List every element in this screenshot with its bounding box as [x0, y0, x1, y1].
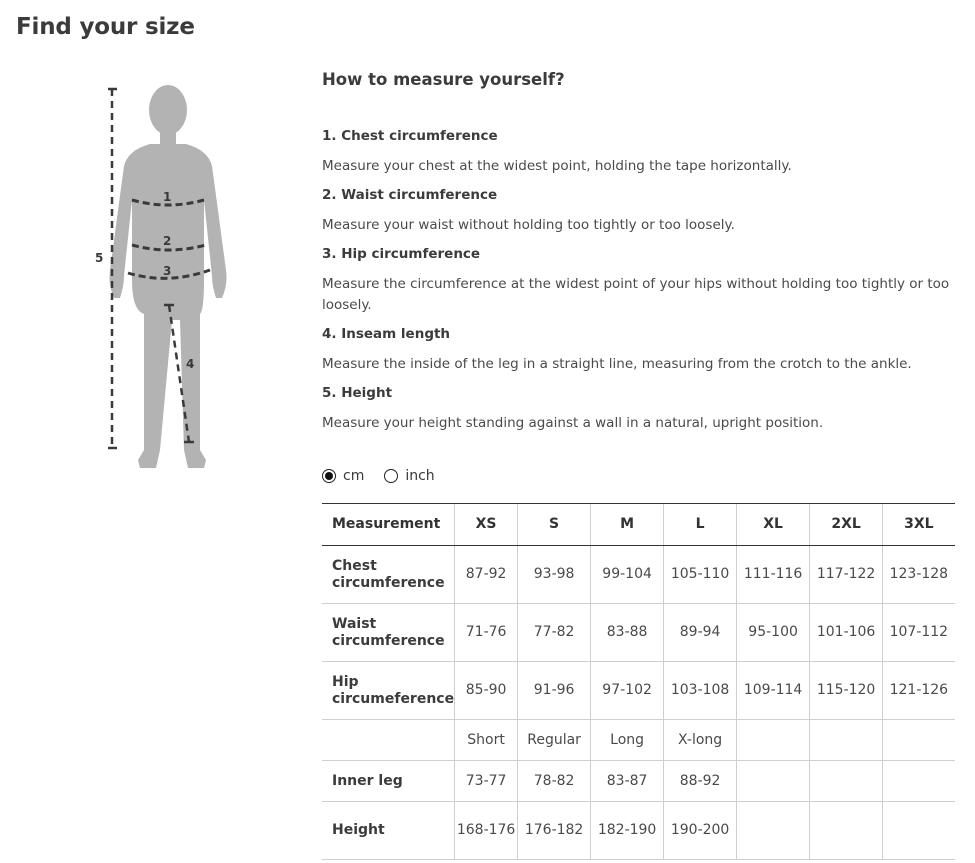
table-row [322, 761, 955, 802]
table-cell: 83-87 [591, 761, 664, 802]
table-cell: 115-120 [810, 662, 883, 720]
marker-3: 3 [163, 264, 172, 278]
step-description: Measure your chest at the widest point, holding the tape horizontally. [322, 158, 792, 174]
table-cell: X-long [664, 720, 737, 761]
table-cell: 123-128 [883, 546, 955, 604]
column-header: Measurement [322, 504, 455, 546]
unit-selector [322, 468, 455, 484]
row-label [322, 720, 455, 761]
step-description: Measure the circumference at the widest point of your hips without holding too tightly or too loosely. [322, 276, 950, 313]
radio-selected-icon[interactable] [322, 469, 336, 483]
unit-label: inch [405, 468, 435, 484]
unit-label: cm [343, 468, 365, 484]
column-header: XS [455, 504, 518, 546]
table-row [322, 604, 955, 662]
marker-1: 1 [163, 190, 172, 204]
table-cell: 182-190 [591, 802, 664, 860]
table-cell: 103-108 [664, 662, 737, 720]
table-cell [810, 720, 883, 761]
table-cell: 87-92 [455, 546, 518, 604]
table-cell: 176-182 [518, 802, 591, 860]
step-title: 5. Height [322, 385, 393, 401]
section-heading: How to measure yourself? [322, 70, 565, 89]
table-cell: 85-90 [455, 662, 518, 720]
table-cell: 83-88 [591, 604, 664, 662]
table-cell [737, 720, 810, 761]
column-header: 2XL [810, 504, 883, 546]
table-cell [883, 761, 955, 802]
table-cell: 71-76 [455, 604, 518, 662]
table-cell: 111-116 [737, 546, 810, 604]
table-cell: 89-94 [664, 604, 737, 662]
table-row [322, 662, 955, 720]
column-header: L [664, 504, 737, 546]
step-height [322, 383, 952, 434]
column-header: M [591, 504, 664, 546]
table-cell [883, 802, 955, 860]
table-row [322, 546, 955, 604]
table-cell [883, 720, 955, 761]
table-cell: 78-82 [518, 761, 591, 802]
table-cell: 168-176 [455, 802, 518, 860]
step-waist [322, 185, 952, 236]
step-inseam [322, 324, 952, 375]
page-title: Find your size [16, 14, 195, 40]
table-cell: Short [455, 720, 518, 761]
table-cell: 101-106 [810, 604, 883, 662]
step-description: Measure the inside of the leg in a straight line, measuring from the crotch to the ankle. [322, 356, 912, 372]
radio-unselected-icon[interactable] [384, 469, 398, 483]
table-cell [810, 802, 883, 860]
step-chest [322, 126, 952, 177]
table-cell: 97-102 [591, 662, 664, 720]
table-cell: 73-77 [455, 761, 518, 802]
table-cell [737, 761, 810, 802]
step-hip [322, 244, 952, 316]
size-table [322, 503, 955, 860]
table-cell: 190-200 [664, 802, 737, 860]
table-cell: 77-82 [518, 604, 591, 662]
step-title: 3. Hip circumference [322, 246, 481, 262]
table-row [322, 802, 955, 860]
table-cell: 109-114 [737, 662, 810, 720]
column-header: 3XL [883, 504, 955, 546]
step-description: Measure your height standing against a wall in a natural, upright position. [322, 415, 824, 431]
row-label: Hip circumeference [322, 662, 455, 720]
table-cell: 121-126 [883, 662, 955, 720]
marker-5: 5 [95, 251, 104, 265]
table-cell: 105-110 [664, 546, 737, 604]
marker-2: 2 [163, 234, 172, 248]
table-cell: Long [591, 720, 664, 761]
table-cell: 99-104 [591, 546, 664, 604]
table-cell: 88-92 [664, 761, 737, 802]
step-title: 4. Inseam length [322, 326, 451, 342]
table-cell [810, 761, 883, 802]
step-description: Measure your waist without holding too tightly or too loosely. [322, 217, 735, 233]
table-cell: 93-98 [518, 546, 591, 604]
row-label: Chest circumference [322, 546, 455, 604]
row-label: Inner leg [322, 761, 455, 802]
table-cell: 95-100 [737, 604, 810, 662]
table-header-row [322, 504, 955, 546]
table-cell: Regular [518, 720, 591, 761]
table-cell: 117-122 [810, 546, 883, 604]
unit-option-cm[interactable] [322, 468, 364, 484]
table-cell: 91-96 [518, 662, 591, 720]
unit-option-inch[interactable] [384, 468, 434, 484]
measure-instructions [322, 68, 952, 442]
marker-4: 4 [186, 357, 195, 371]
row-label: Height [322, 802, 455, 860]
table-cell: 107-112 [883, 604, 955, 662]
body-measurement-figure [88, 80, 248, 480]
column-header: XL [737, 504, 810, 546]
table-cell [737, 802, 810, 860]
column-header: S [518, 504, 591, 546]
step-title: 1. Chest circumference [322, 128, 498, 144]
table-row [322, 720, 955, 761]
step-title: 2. Waist circumference [322, 187, 498, 203]
row-label: Waist circumference [322, 604, 455, 662]
